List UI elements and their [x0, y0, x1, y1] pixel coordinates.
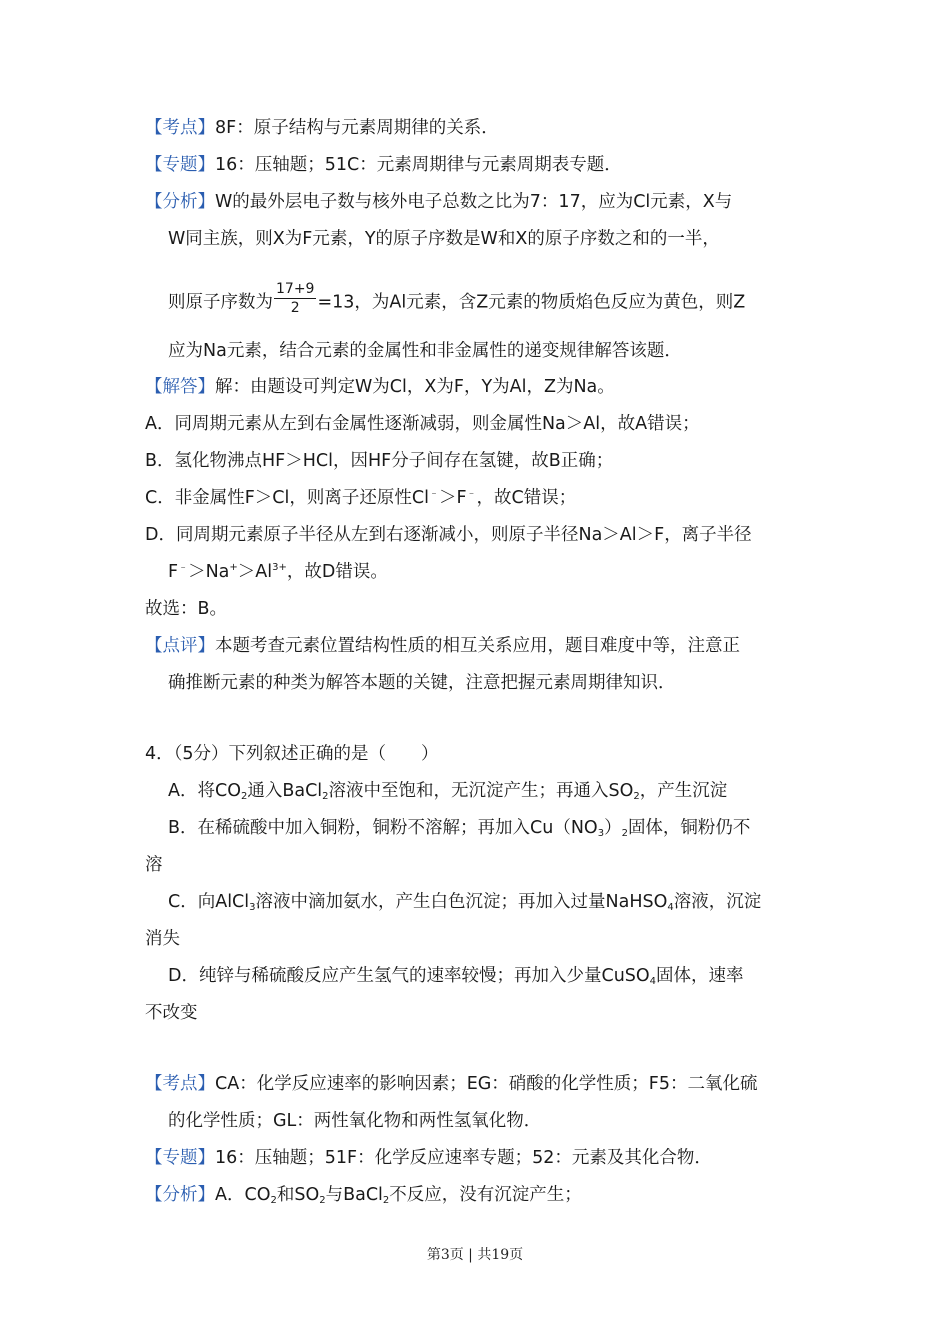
q4-stem: 4．（5分）下列叙述正确的是（ ） — [145, 744, 439, 764]
q4-a-part-2: 通入BaCl — [247, 781, 323, 801]
fenxi-line-3a: 则原子序数为 — [168, 292, 273, 313]
q4-a-part-1: A．将CO — [168, 781, 241, 801]
fenxi-tag: 【分析】 — [145, 1185, 215, 1205]
q3-fenxi — [145, 189, 732, 215]
subscript: 2 — [240, 791, 248, 802]
q4-option-c-line-2: 消失 — [145, 929, 180, 949]
q4-c-part-3: 溶液，沉淀 — [673, 892, 762, 912]
q3-option-b: B．氢化物沸点HF＞HCl，因HF分子间存在氢键，故B正确； — [145, 451, 614, 471]
jieda-tag: 【解答】 — [145, 377, 215, 397]
dianping-line-1: 本题考查元素位置结构性质的相互关系应用，题目难度中等，注意正 — [215, 636, 740, 656]
subscript: 2 — [322, 791, 329, 802]
q3-option-c — [145, 485, 576, 511]
q3-option-d-line-1: D．同周期元素原子半径从左到右逐渐减小，则原子半径Na＞Al＞F，离子半径 — [145, 525, 752, 545]
subscript: 2 — [621, 828, 628, 839]
q4-option-c — [168, 889, 761, 915]
option-c-part-3: ，故C错误； — [476, 488, 577, 508]
zhuanti-tag: 【专题】 — [145, 155, 215, 175]
fenxi-line-2: W同主族，则X为F元素，Y的原子序数是W和X的原子序数之和的一半， — [168, 229, 720, 249]
charge-minus: ﹣ — [466, 488, 477, 499]
kaodian-text: 8F：原子结构与元素周期律的关系． — [215, 118, 499, 138]
option-d-al: ＞Al — [237, 562, 273, 582]
q4-zhuanti — [145, 1145, 712, 1171]
subscript: 2 — [633, 791, 640, 802]
q4-c-part-2: 溶液中滴加氨水，产生白色沉淀；再加入过量NaHSO — [255, 892, 668, 912]
fraction-numerator: 17+9 — [276, 281, 315, 297]
page-footer: 第3页 | 共19页 — [426, 1247, 524, 1263]
fenxi-line-4: 应为Na元素，结合元素的金属性和非金属性的递变规律解答该题． — [168, 341, 682, 361]
q4-kaodian — [145, 1071, 758, 1097]
q4-kaodian-line-2: 的化学性质；GL：两性氧化物和两性氢氧化物． — [168, 1111, 542, 1131]
q3-option-d-line-2 — [168, 559, 388, 585]
jieda-text: 解：由题设可判定W为Cl，X为F，Y为Al，Z为Na。 — [215, 377, 615, 397]
q4-kaodian-line-1: CA：化学反应速率的影响因素；EG：硝酸的化学性质；F5：二氧化硫 — [215, 1074, 758, 1094]
q4-fenxi-part-3: 与BaCl — [325, 1185, 383, 1205]
q3-kaodian — [145, 115, 499, 141]
q4-option-a — [168, 778, 727, 804]
q4-option-b-line-2: 溶 — [145, 855, 163, 875]
q4-option-d-line-2: 不改变 — [145, 1003, 198, 1023]
subscript: 3 — [597, 828, 605, 839]
kaodian-tag: 【考点】 — [145, 1074, 215, 1094]
option-c-part-1: C．非金属性F＞Cl，则离子还原性Cl — [145, 488, 429, 508]
q4-fenxi-part-2: 和SO — [276, 1185, 320, 1205]
fenxi-line-1: W的最外层电子数与核外电子总数之比为7：17，应为Cl元素，X与 — [215, 192, 733, 212]
option-d-end: ，故D错误。 — [286, 562, 388, 582]
q4-d-part-2: 固体，速率 — [656, 966, 744, 986]
fraction-denominator: 2 — [290, 300, 300, 316]
subscript: 4 — [649, 976, 657, 987]
charge-plus: + — [229, 562, 238, 573]
fenxi-tag: 【分析】 — [145, 192, 215, 212]
q4-d-part-1: D．纯锌与稀硫酸反应产生氢气的速率较慢；再加入少量CuSO — [168, 966, 650, 986]
q3-zhuanti — [145, 152, 622, 178]
q4-fenxi-part-1: A．CO — [215, 1185, 271, 1205]
q3-jieda — [145, 374, 615, 400]
q4-c-part-1: C．向AlCl — [168, 892, 250, 912]
option-d-na: ＞Na — [188, 562, 230, 582]
q3-answer: 故选：B。 — [145, 599, 228, 619]
q3-dianping — [145, 633, 740, 659]
subscript: 3 — [249, 902, 256, 913]
fenxi-line-3 — [168, 281, 746, 321]
q4-a-part-4: ，产生沉淀 — [639, 781, 728, 801]
q4-b-part-1: B．在稀硫酸中加入铜粉，铜粉不溶解；再加入Cu（NO — [168, 818, 598, 838]
dianping-line-2: 确推断元素的种类为解答本题的关键，注意把握元素周期律知识． — [168, 673, 676, 693]
charge-minus: ﹣ — [428, 488, 439, 499]
q4-fenxi — [145, 1182, 582, 1208]
kaodian-tag: 【考点】 — [145, 118, 215, 138]
fraction — [274, 280, 316, 317]
subscript: 2 — [382, 1195, 390, 1206]
charge-minus: ﹣ — [178, 562, 189, 573]
q4-b-part-3: 固体，铜粉仍不 — [627, 818, 751, 838]
option-d-f: F — [168, 562, 179, 582]
q3-option-a: A．同周期元素从左到右金属性逐渐减弱，则金属性Na＞Al，故A错误； — [145, 414, 700, 434]
q4-fenxi-part-4: 不反应，没有沉淀产生； — [389, 1185, 582, 1205]
dianping-tag: 【点评】 — [145, 636, 215, 656]
charge-3plus: 3+ — [272, 562, 287, 573]
q4-option-b — [168, 815, 750, 841]
q4-b-part-2: ） — [604, 818, 622, 838]
zhuanti-text: 16：压轴题；51C：元素周期律与元素周期表专题． — [215, 155, 622, 175]
fenxi-line-3b: =13，为Al元素，含Z元素的物质焰色反应为黄色，则Z — [317, 292, 746, 313]
subscript: 2 — [319, 1195, 326, 1206]
subscript: 2 — [270, 1195, 277, 1206]
q4-option-d — [168, 963, 744, 989]
q4-a-part-3: 溶液中至饱和，无沉淀产生；再通入SO — [328, 781, 634, 801]
zhuanti-tag: 【专题】 — [145, 1148, 215, 1168]
q4-zhuanti-text: 16：压轴题；51F：化学反应速率专题；52：元素及其化合物． — [215, 1148, 712, 1168]
option-c-part-2: ＞F — [438, 488, 467, 508]
subscript: 4 — [667, 902, 674, 913]
